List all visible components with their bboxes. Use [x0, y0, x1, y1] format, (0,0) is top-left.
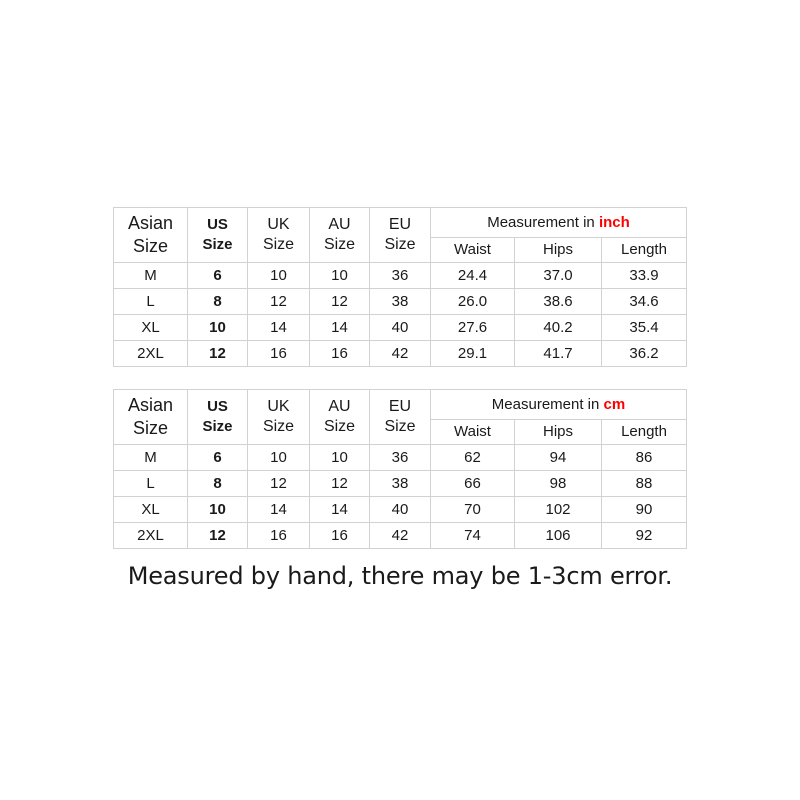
length-cell: 33.9: [602, 263, 687, 289]
asian-size-cell: XL: [114, 497, 188, 523]
us-size-cell: 10: [188, 497, 248, 523]
asian-size-cell: L: [114, 289, 188, 315]
hips-header: Hips: [515, 238, 602, 263]
uk-size-cell: 10: [248, 445, 310, 471]
hips-cell: 94: [515, 445, 602, 471]
hips-cell: 41.7: [515, 341, 602, 367]
eu-size-cell: 42: [370, 341, 431, 367]
uk-size-cell: 12: [248, 289, 310, 315]
length-cell: 34.6: [602, 289, 687, 315]
asian-size-cell: 2XL: [114, 341, 188, 367]
waist-cell: 27.6: [431, 315, 515, 341]
hips-header: Hips: [515, 420, 602, 445]
us-size-cell: 6: [188, 263, 248, 289]
hips-cell: 106: [515, 523, 602, 549]
asian-size-cell: 2XL: [114, 523, 188, 549]
asian-size-header: Asian Size: [114, 390, 188, 445]
eu-size-cell: 40: [370, 497, 431, 523]
au-size-header: AU Size: [310, 390, 370, 445]
waist-cell: 74: [431, 523, 515, 549]
asian-size-cell: XL: [114, 315, 188, 341]
header-row: [114, 208, 687, 238]
au-size-header: AU Size: [310, 208, 370, 263]
size-table-inch: [113, 207, 687, 367]
table-body: [114, 263, 687, 367]
waist-cell: 66: [431, 471, 515, 497]
eu-size-cell: 38: [370, 289, 431, 315]
length-cell: 88: [602, 471, 687, 497]
uk-size-cell: 12: [248, 471, 310, 497]
us-size-header: US Size: [188, 390, 248, 445]
length-header: Length: [602, 420, 687, 445]
length-cell: 90: [602, 497, 687, 523]
us-size-cell: 12: [188, 341, 248, 367]
uk-size-cell: 16: [248, 341, 310, 367]
asian-size-cell: M: [114, 445, 188, 471]
au-size-cell: 10: [310, 445, 370, 471]
eu-size-cell: 36: [370, 263, 431, 289]
eu-size-header: EU Size: [370, 390, 431, 445]
waist-cell: 62: [431, 445, 515, 471]
asian-size-cell: M: [114, 263, 188, 289]
hips-cell: 37.0: [515, 263, 602, 289]
eu-size-header: EU Size: [370, 208, 431, 263]
uk-size-cell: 14: [248, 497, 310, 523]
table-row: [114, 263, 687, 289]
hips-cell: 98: [515, 471, 602, 497]
au-size-cell: 12: [310, 471, 370, 497]
waist-header: Waist: [431, 238, 515, 263]
au-size-cell: 16: [310, 523, 370, 549]
us-size-cell: 8: [188, 289, 248, 315]
uk-size-cell: 10: [248, 263, 310, 289]
table-row: [114, 497, 687, 523]
length-cell: 35.4: [602, 315, 687, 341]
uk-size-header: UK Size: [248, 390, 310, 445]
waist-header: Waist: [431, 420, 515, 445]
eu-size-cell: 40: [370, 315, 431, 341]
uk-size-cell: 14: [248, 315, 310, 341]
au-size-cell: 14: [310, 497, 370, 523]
us-size-header: US Size: [188, 208, 248, 263]
au-size-cell: 12: [310, 289, 370, 315]
length-header: Length: [602, 238, 687, 263]
waist-cell: 29.1: [431, 341, 515, 367]
length-cell: 36.2: [602, 341, 687, 367]
table-row: [114, 315, 687, 341]
waist-cell: 24.4: [431, 263, 515, 289]
au-size-cell: 10: [310, 263, 370, 289]
us-size-cell: 10: [188, 315, 248, 341]
table-row: [114, 289, 687, 315]
hips-cell: 38.6: [515, 289, 602, 315]
uk-size-cell: 16: [248, 523, 310, 549]
table-row: [114, 523, 687, 549]
unit-label: inch: [598, 213, 630, 231]
header-row: [114, 390, 687, 420]
measurement-header: Measurement in cm: [431, 390, 687, 420]
eu-size-cell: 36: [370, 445, 431, 471]
asian-size-cell: L: [114, 471, 188, 497]
hips-cell: 40.2: [515, 315, 602, 341]
table-row: [114, 445, 687, 471]
us-size-cell: 8: [188, 471, 248, 497]
us-size-cell: 6: [188, 445, 248, 471]
unit-label: cm: [603, 395, 626, 413]
table-body: [114, 445, 687, 549]
length-cell: 92: [602, 523, 687, 549]
table-row: [114, 341, 687, 367]
length-cell: 86: [602, 445, 687, 471]
table-row: [114, 471, 687, 497]
uk-size-header: UK Size: [248, 208, 310, 263]
size-table-cm: [113, 389, 687, 549]
hips-cell: 102: [515, 497, 602, 523]
au-size-cell: 16: [310, 341, 370, 367]
au-size-cell: 14: [310, 315, 370, 341]
eu-size-cell: 38: [370, 471, 431, 497]
waist-cell: 70: [431, 497, 515, 523]
us-size-cell: 12: [188, 523, 248, 549]
asian-size-header: Asian Size: [114, 208, 188, 263]
eu-size-cell: 42: [370, 523, 431, 549]
measurement-note: Measured by hand, there may be 1-3cm error.: [127, 562, 673, 590]
measurement-header: Measurement in inch: [431, 208, 687, 238]
waist-cell: 26.0: [431, 289, 515, 315]
